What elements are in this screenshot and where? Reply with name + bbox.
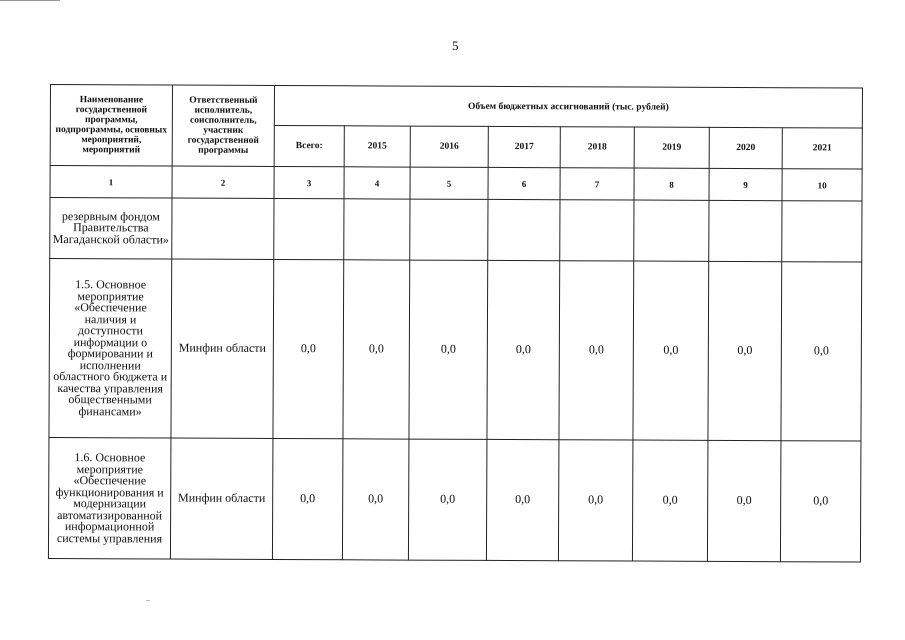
value-cell: 0,0 bbox=[781, 262, 862, 441]
value-cell: 0,0 bbox=[632, 440, 708, 561]
value-cell: 0,0 bbox=[708, 261, 782, 440]
value-cell: 0,0 bbox=[272, 438, 343, 559]
header-col-number: 7 bbox=[560, 168, 634, 200]
header-col-number: 4 bbox=[344, 167, 410, 199]
value-cell: 0,0 bbox=[707, 440, 781, 561]
header-col-number: 2 bbox=[172, 166, 274, 198]
value-cell: 0,0 bbox=[409, 260, 488, 439]
value-cell bbox=[560, 200, 634, 261]
header-col-number: 10 bbox=[782, 169, 862, 201]
row-name-cell: 1.6. Основное мероприятие «Обеспечение функционирования и модернизации автоматизированной информационной системы управления bbox=[48, 437, 171, 559]
header-col-number: 8 bbox=[634, 168, 709, 200]
header-col-number: 3 bbox=[274, 166, 344, 198]
scan-speck bbox=[146, 600, 150, 601]
value-cell bbox=[488, 199, 560, 260]
value-cell bbox=[410, 199, 488, 260]
value-cell bbox=[274, 198, 344, 259]
header-col-number: 9 bbox=[709, 168, 782, 200]
value-cell: 0,0 bbox=[487, 260, 560, 439]
row-name-cell: 1.5. Основное мероприятие «Обеспечение наличия и доступности информации о формировании и исполнении областного бюджета и качества управления общественными финансами» bbox=[49, 259, 172, 439]
value-cell: 0,0 bbox=[558, 440, 633, 561]
header-year: 2016 bbox=[410, 126, 488, 167]
header-name-column: Наименование государственной программы, подпрограммы, основных мероприятий, мероприятий bbox=[50, 85, 172, 167]
header-year: 2015 bbox=[344, 126, 410, 167]
page-number: 5 bbox=[452, 38, 459, 53]
value-cell bbox=[344, 199, 410, 260]
value-cell: 0,0 bbox=[408, 439, 487, 560]
budget-table-container bbox=[48, 84, 862, 563]
value-cell bbox=[709, 200, 782, 261]
header-year: 2017 bbox=[488, 126, 560, 167]
row-responsible-cell: Минфин области bbox=[170, 438, 273, 559]
header-col-number: 1 bbox=[50, 166, 172, 199]
table-row bbox=[49, 259, 862, 442]
row-name-cell: резервным фондом Правительства Магаданской области» bbox=[50, 198, 172, 260]
header-year: 2018 bbox=[560, 127, 634, 168]
table-row bbox=[50, 198, 862, 263]
row-responsible-cell: Минфин области bbox=[171, 259, 274, 438]
value-cell: 0,0 bbox=[486, 439, 559, 560]
header-year-total: Всего: bbox=[274, 125, 344, 166]
value-cell bbox=[634, 200, 709, 261]
value-cell bbox=[782, 201, 862, 262]
budget-table bbox=[48, 84, 863, 563]
header-budget-group: Объем бюджетных ассигнований (тыс. рублей) bbox=[274, 85, 862, 128]
value-cell: 0,0 bbox=[559, 261, 634, 440]
header-responsible-column: Ответственный исполнитель, соисполнитель, участник государственной программы bbox=[172, 85, 274, 166]
header-year: 2021 bbox=[782, 128, 862, 169]
scan-edge-mark bbox=[0, 0, 60, 1]
header-col-number: 6 bbox=[488, 167, 560, 199]
value-cell: 0,0 bbox=[342, 439, 409, 560]
value-cell: 0,0 bbox=[273, 259, 344, 438]
value-cell: 0,0 bbox=[633, 261, 709, 440]
value-cell: 0,0 bbox=[343, 260, 410, 439]
value-cell: 0,0 bbox=[780, 441, 861, 562]
header-year: 2019 bbox=[634, 127, 709, 168]
header-year: 2020 bbox=[709, 127, 782, 168]
row-responsible-cell bbox=[172, 198, 274, 259]
header-col-number: 5 bbox=[410, 167, 488, 199]
table-row bbox=[48, 437, 861, 562]
